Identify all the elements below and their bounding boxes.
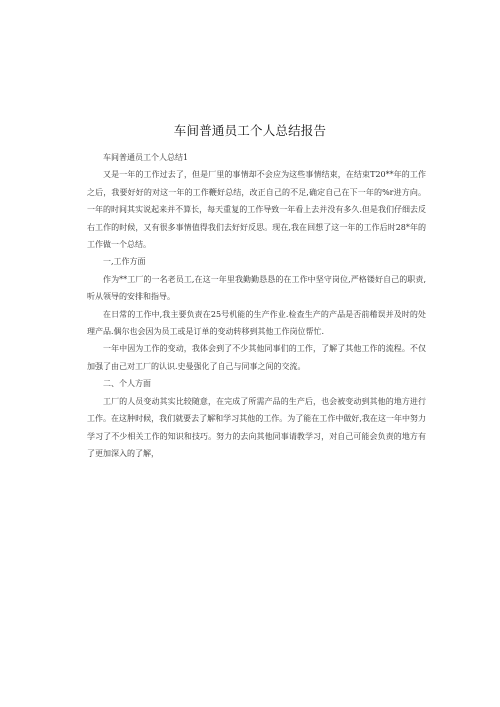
- paragraph-intro: 又是一年的工作过去了，但是厂里的事情却不会应为这些事情结束，在结束T20**年的工作之后，我要好好的对这一年的工作鞭好总结，改正自己的不足,确定自己在下一年的%r进方向。一年的时间其实说起来并不算长，每天重复的工作导致一年看上去并没有多久.但是我们仔细去反右工作的时候，又有很多事情值得我们去好好反思。现在,我在回想了这一年的工作后时28*年的工作做一个总结。: [87, 170, 426, 250]
- paragraph-work-role: 作为**工厂的一名老员工,在这一年里我勤勤恳恳的在工作中坚守岗位,严格镂好自己的职责,听从领导的安排和指导。: [87, 274, 426, 302]
- paragraph-heading: 车间普通员工个人总结1: [103, 153, 189, 162]
- paragraph-daily-work: 在日常的工作中,我主要负责在25号机能的生产作业.检查生产的产品是否前稽误并及时的处理产品.偶尔也会因为员工或是订单的变动转移到其他工作岗位帮忙.: [87, 309, 426, 337]
- document-title: 车间普通员工个人总结报告: [173, 123, 327, 138]
- section-heading-work: 一,工作方面: [103, 257, 146, 267]
- paragraph-job-change: 一年中因为工作的变动，我体会到了不少其他同事们的工作，了解了其他工作的流程。不仅加强了由己对工厂的认识.史曼强化了自己与同事之间的交流。: [87, 344, 426, 371]
- paragraph-personal: 工厂的人员变动其实比较随意，在完成了所需产品的生产后，也会被变动到其他的地方进行工作。在这肿时候，我们就要去了解和学习其他的工作。为了能在工作中做好,我在这一年中努力学习了不少相关工作的知识和技巧。努力的去向其他同事请教学习，对自己可能会负责的地方有了更加深入的了解，: [87, 396, 426, 458]
- document-body: [87, 149, 426, 462]
- section-heading-personal: 二、个人方面: [103, 379, 151, 389]
